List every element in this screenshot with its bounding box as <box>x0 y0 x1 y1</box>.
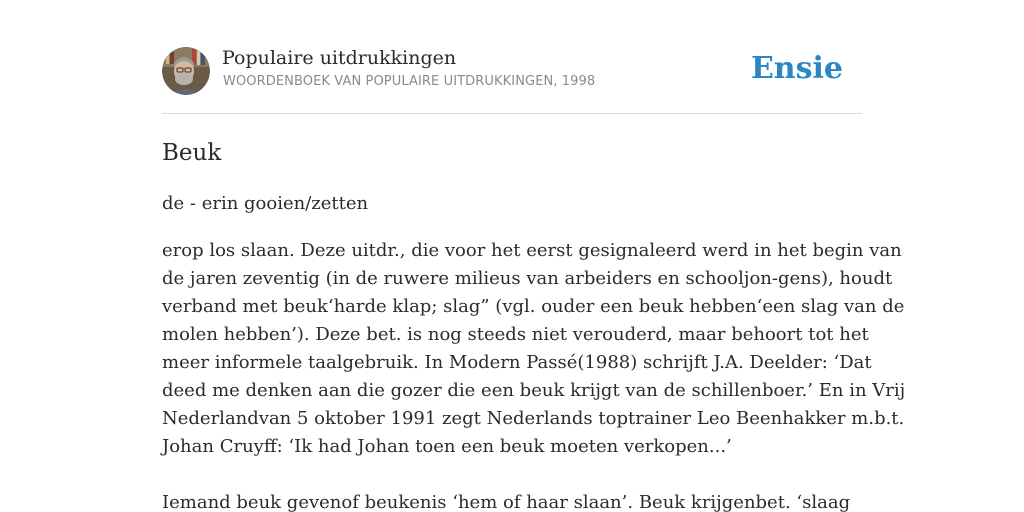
brand-logo[interactable]: Ensie <box>750 51 843 86</box>
author-avatar[interactable] <box>162 47 210 95</box>
source-header <box>162 0 862 114</box>
paragraph-line: Iemand beuk gevenof beukenis ‘hem of haar slaan’. Beuk krijgenbet. ‘slaag <box>162 492 851 512</box>
paragraph-line: verband met beuk‘harde klap; slag” (vgl. ouder een beuk hebben‘een slag van de <box>162 296 905 317</box>
paragraph-line: meer informele taalgebruik. In Modern Passé(1988) schrijft J.A. Deelder: ‘Dat <box>162 352 872 373</box>
entry-title: Beuk <box>162 140 222 166</box>
paragraph-line: Johan Cruyff: ‘Ik had Johan toen een beuk moeten verkopen...’ <box>162 436 732 457</box>
entry-subtitle: de - erin gooien/zetten <box>162 193 369 214</box>
source-subtitle: WOORDENBOEK VAN POPULAIRE UITDRUKKINGEN, 1998 <box>223 74 596 89</box>
paragraph-line: deed me denken aan die gozer die een beuk krijgt van de schillenboer.’ En in Vrij <box>162 380 906 401</box>
entry-paragraph <box>162 237 906 461</box>
paragraph-line: molen hebben’). Deze bet. is nog steeds niet verouderd, maar behoort tot het <box>162 324 869 345</box>
paragraph-line: erop los slaan. Deze uitdr., die voor het eerst gesignaleerd werd in het begin van <box>162 240 902 261</box>
avatar-portrait-icon <box>162 47 210 95</box>
entry-paragraph <box>162 489 862 512</box>
entry-body <box>162 237 906 512</box>
source-title[interactable]: Populaire uitdrukkingen <box>222 47 457 69</box>
paragraph-line: de jaren zeventig (in de ruwere milieus van arbeiders en schooljon-gens), houdt <box>162 268 893 289</box>
paragraph-line: Nederlandvan 5 oktober 1991 zegt Nederlands toptrainer Leo Beenhakker m.b.t. <box>162 408 905 429</box>
content-container <box>162 0 906 512</box>
